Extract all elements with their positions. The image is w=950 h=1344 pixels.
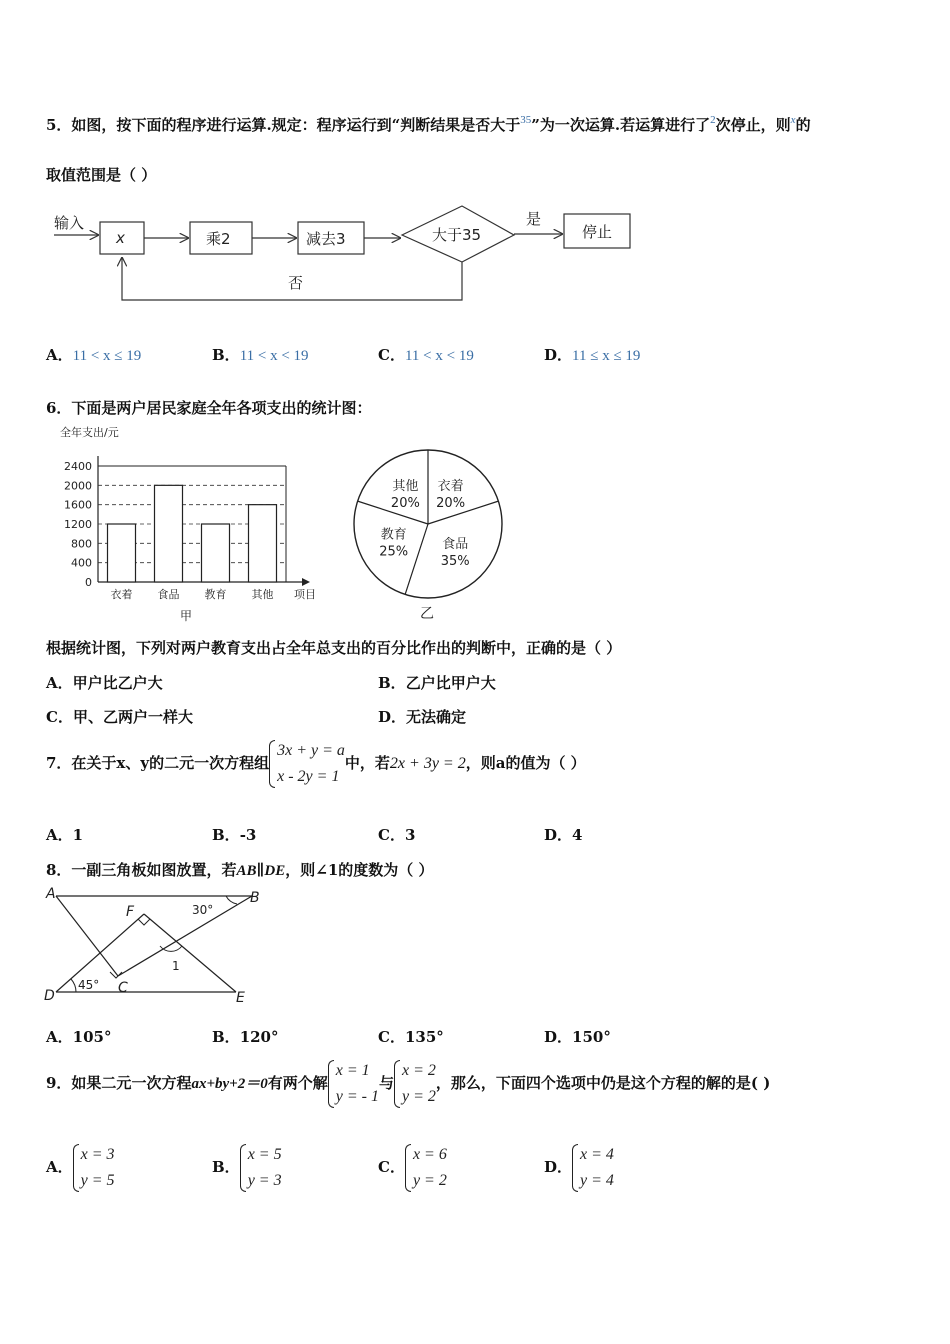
q5-flowchart <box>40 200 660 312</box>
pt-E: E <box>236 990 245 1006</box>
q5-text: 次停止，则 <box>715 116 791 134</box>
q7-option-c[interactable] <box>378 824 415 845</box>
flow-stop-label: 停止 <box>582 223 613 241</box>
option-text: 无法确定 <box>406 708 467 726</box>
q7-option-d[interactable] <box>544 824 582 845</box>
pie-slice-name: 其他 <box>392 478 419 494</box>
angle-30: 30° <box>192 903 214 917</box>
flow-yes-label: 是 <box>526 210 542 228</box>
option-label: B． <box>212 346 240 364</box>
option-label: C． <box>378 1158 405 1176</box>
q9-eq: ax+by+2＝0 <box>191 1076 268 1092</box>
option-label: D． <box>544 1158 573 1176</box>
opt-x: x = 4 <box>580 1146 614 1163</box>
q6-option-b[interactable] <box>378 672 496 693</box>
bar-chart-jia <box>50 418 340 628</box>
q9-option-a[interactable] <box>46 1142 115 1194</box>
q7-text: 7．在关于x、y的二元一次方程组 <box>46 754 270 772</box>
option-text: 105° <box>72 1028 112 1046</box>
bar-ytick-label: 2400 <box>64 460 92 473</box>
option-label: A． <box>46 1028 73 1046</box>
pie-slice-name: 教育 <box>380 527 407 543</box>
q8-figure <box>40 884 270 1008</box>
bar-3 <box>202 524 230 582</box>
q6-question: 根据统计图，下列对两户教育支出占全年总支出的百分比作出的判断中，正确的是（ ） <box>46 639 622 657</box>
q5-var: x <box>790 114 796 126</box>
q9-s2x: x = 2 <box>401 1062 436 1079</box>
flow-input-label: 输入 <box>54 214 85 232</box>
option-label: D． <box>544 1028 573 1046</box>
option-text: 135° <box>404 1028 444 1046</box>
option-expr: 11 < x < 19 <box>404 348 474 364</box>
q7-system <box>269 738 345 790</box>
bar-category-label: 教育 <box>204 588 227 601</box>
bar-ytick-label: 800 <box>71 537 92 551</box>
bar-ytick-label: 1600 <box>64 498 92 512</box>
angle-1: 1 <box>172 959 180 973</box>
q5-text: ”为一次运算.若运算进行了 <box>531 116 711 134</box>
q9-s1y: y = - 1 <box>335 1088 379 1105</box>
q8-option-d[interactable] <box>544 1026 611 1047</box>
q9-option-d-system <box>572 1142 614 1194</box>
q9-solution-2 <box>394 1058 436 1110</box>
option-expr: 11 < x < 19 <box>239 348 309 364</box>
option-label: B． <box>212 1028 240 1046</box>
q9-text: ，那么，下面四个选项中仍是这个方程的解的是( ) <box>435 1074 771 1092</box>
q8-option-a[interactable] <box>46 1026 111 1047</box>
q8-text: ，则∠1的度数为（ ） <box>285 861 434 879</box>
option-text: 4 <box>572 826 583 844</box>
bar-1 <box>108 524 136 582</box>
q6-option-c[interactable] <box>46 706 193 727</box>
q7-option-b[interactable] <box>212 824 256 845</box>
bar-chart-xlabel: 项目 <box>294 588 316 601</box>
q5-text: 的 <box>795 116 811 134</box>
q8-stem <box>46 859 433 880</box>
q9-option-c[interactable] <box>378 1142 447 1194</box>
bar-ytick-label: 2000 <box>64 479 92 493</box>
pie-slice-name: 衣着 <box>437 478 464 494</box>
q7-text: ，则a的值为（ ） <box>465 754 586 772</box>
option-label: A． <box>46 346 73 364</box>
q9-stem <box>46 1058 770 1110</box>
pie-slice-label: 25% <box>379 544 409 560</box>
q9-text: 9．如果二元一次方程 <box>46 1074 192 1092</box>
opt-y: y = 4 <box>580 1172 614 1189</box>
bar-chart-ylabel: 全年支出/元 <box>60 426 119 439</box>
option-expr: 11 ≤ x ≤ 19 <box>572 348 641 364</box>
pt-C: C <box>118 980 128 996</box>
option-label: A． <box>46 1158 73 1176</box>
option-label: D． <box>544 346 573 364</box>
option-text: -3 <box>239 826 257 844</box>
flow-mul-label: 乘2 <box>206 230 231 248</box>
flow-no-label: 否 <box>288 274 304 292</box>
bar-ytick-label: 0 <box>85 576 92 589</box>
q6-option-d[interactable] <box>378 706 466 727</box>
option-label: C． <box>378 826 405 844</box>
option-text: 乙户比甲户大 <box>405 674 496 692</box>
q8-option-c[interactable] <box>378 1026 444 1047</box>
opt-x: x = 5 <box>247 1146 282 1163</box>
q9-s1x: x = 1 <box>335 1062 370 1079</box>
q6-stem: 6．下面是两户居民家庭全年各项支出的统计图： <box>46 399 372 417</box>
bar-ytick-label: 1200 <box>64 518 92 531</box>
q9-option-a-system <box>73 1142 115 1194</box>
opt-y: y = 5 <box>80 1172 115 1189</box>
flow-x-label: x <box>116 229 125 247</box>
option-text: 甲户比乙户大 <box>72 674 163 692</box>
option-text: 甲、乙两户一样大 <box>72 708 193 726</box>
opt-x: x = 6 <box>412 1146 447 1163</box>
bar-ytick-label: 400 <box>71 556 92 570</box>
q7-text: 中，若 <box>344 754 390 772</box>
q7-cond: 2x + 3y = 2 <box>389 755 466 772</box>
pie-slice-name: 食品 <box>442 537 469 553</box>
option-label: B． <box>212 826 240 844</box>
pt-A: A <box>46 886 56 902</box>
opt-x: x = 3 <box>80 1146 115 1163</box>
pie-slice-label: 20% <box>390 495 420 511</box>
q9-text: 有两个解 <box>267 1074 328 1092</box>
option-label: C． <box>378 1028 405 1046</box>
q5-n2: 2 <box>710 114 716 126</box>
pie-chart-yi <box>346 440 516 624</box>
q5-text: 5．如图，按下面的程序进行运算.规定：程序运行到“判断结果是否大于 <box>46 116 521 134</box>
q5-option-d[interactable] <box>544 344 640 365</box>
option-text: 120° <box>239 1028 279 1046</box>
pie-slice-label: 20% <box>436 495 466 511</box>
bar-chart-title: 甲 <box>180 609 193 623</box>
bar-category-label: 食品 <box>157 588 180 601</box>
option-label: C． <box>378 346 405 364</box>
option-label: B． <box>378 674 406 692</box>
q9-option-d[interactable] <box>544 1142 614 1194</box>
q5-stem <box>46 114 811 135</box>
pt-D: D <box>44 988 55 1004</box>
q5-option-b[interactable] <box>212 344 309 365</box>
q7-eq1: 3x + y = a <box>277 742 345 759</box>
bar-category-label: 衣着 <box>110 588 133 601</box>
option-text: 3 <box>404 826 416 844</box>
pie-chart-title: 乙 <box>420 606 434 622</box>
q9-option-c-system <box>405 1142 447 1194</box>
flow-cond-label: 大于35 <box>432 226 482 244</box>
q5-stem-line2: 取值范围是（ ） <box>46 166 157 184</box>
q5-n35: 35 <box>520 114 532 126</box>
angle-45: 45° <box>78 978 100 992</box>
q9-s2y: y = 2 <box>401 1088 436 1105</box>
q9-text: 与 <box>378 1074 394 1092</box>
option-label: D． <box>544 826 573 844</box>
option-label: A． <box>46 674 73 692</box>
q9-option-b-system <box>240 1142 282 1194</box>
q8-option-b[interactable] <box>212 1026 279 1047</box>
option-label: B． <box>212 1158 240 1176</box>
q7-eq2: x - 2y = 1 <box>277 768 340 785</box>
option-label: C． <box>46 708 73 726</box>
pt-F: F <box>126 904 135 920</box>
bar-category-label: 其他 <box>251 588 274 601</box>
q5-option-c[interactable] <box>378 344 474 365</box>
q9-solution-1 <box>328 1058 379 1110</box>
q9-option-b[interactable] <box>212 1142 282 1194</box>
option-text: 1 <box>72 826 84 844</box>
q8-text: 8．一副三角板如图放置，若 <box>46 861 237 879</box>
option-text: 150° <box>572 1028 611 1046</box>
option-expr: 11 < x ≤ 19 <box>72 348 142 364</box>
q7-option-a[interactable] <box>46 824 83 845</box>
bar-2 <box>155 485 183 582</box>
q5-option-a[interactable] <box>46 344 141 365</box>
pie-slice-label: 35% <box>440 554 470 570</box>
option-label: D． <box>378 708 407 726</box>
flow-sub-label: 减去3 <box>306 230 346 248</box>
pt-B: B <box>250 890 260 906</box>
q8-ab: AB∥DE <box>236 863 286 879</box>
opt-y: y = 2 <box>412 1172 447 1189</box>
q7-stem <box>46 738 586 790</box>
q6-option-a[interactable] <box>46 672 163 693</box>
opt-y: y = 3 <box>247 1172 282 1189</box>
option-label: A． <box>46 826 73 844</box>
bar-4 <box>249 505 277 582</box>
